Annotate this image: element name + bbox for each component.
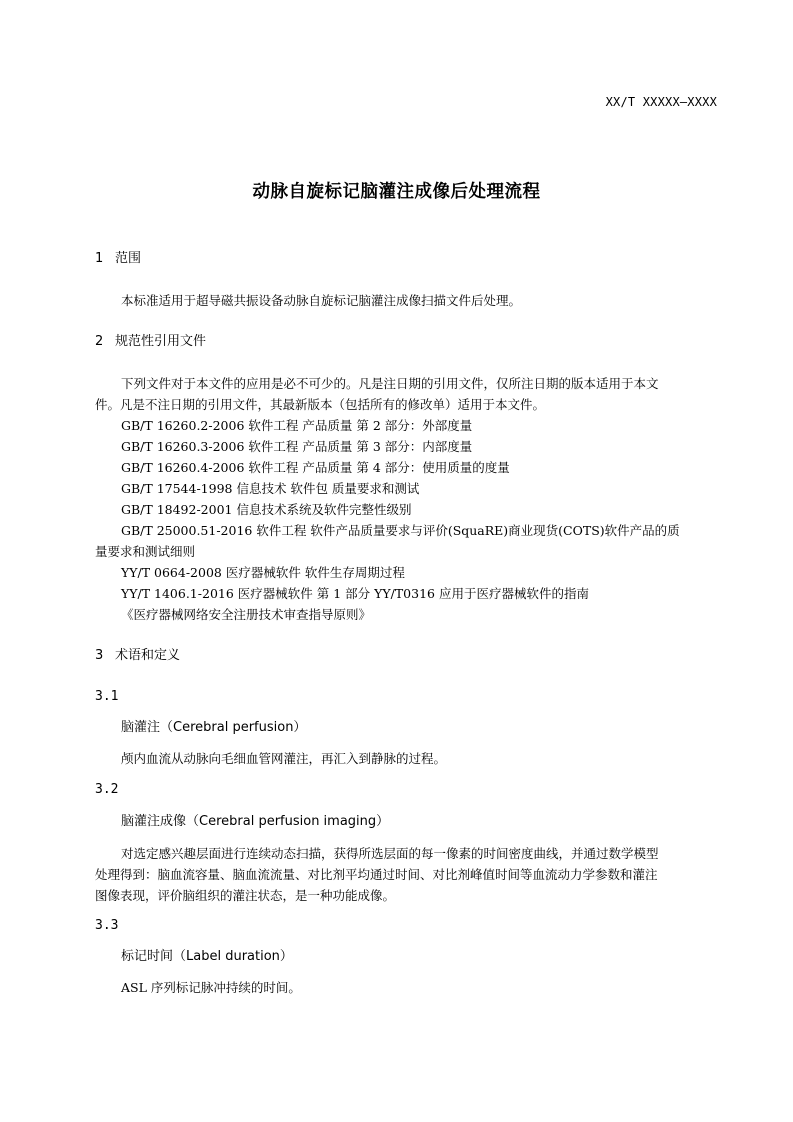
section-title: 规范性引用文件 — [115, 334, 207, 349]
term-number: 3.3 — [95, 918, 119, 933]
section-number: 1 — [95, 251, 104, 266]
section-number: 2 — [95, 334, 104, 349]
term-definition: 处理得到：脑血流容量、脑血流流量、对比剂平均通过时间、对比剂峰值时间等血流动力学参数和灌注 — [95, 867, 658, 882]
document-title: 动脉自旋标记脑灌注成像后处理流程 — [252, 182, 541, 202]
references-intro-line-2: 件。凡是不注日期的引用文件，其最新版本（包括所有的修改单）适用于本文件。 — [95, 397, 546, 412]
term-definition: 颅内血流从动脉向毛细血管网灌注，再汇入到静脉的过程。 — [121, 751, 447, 766]
term-number: 3.1 — [95, 689, 119, 704]
references-intro-line-1: 下列文件对于本文件的应用是必不可少的。凡是注日期的引用文件，仅所注日期的版本适用于本文 — [121, 376, 659, 391]
term-name: 标记时间（Label duration） — [121, 949, 293, 964]
reference-item: GB/T 16260.4-2006 软件工程 产品质量 第 4 部分：使用质量的度量 — [121, 460, 510, 475]
term-name: 脑灌注（Cerebral perfusion） — [121, 720, 307, 735]
section-title: 术语和定义 — [115, 648, 181, 663]
section-heading-references — [95, 333, 206, 351]
reference-item: GB/T 17544-1998 信息技术 软件包 质量要求和测试 — [121, 481, 420, 496]
reference-item-continuation: 量要求和测试细则 — [95, 544, 196, 559]
term-number: 3.2 — [95, 782, 119, 797]
term-definition: 对选定感兴趣层面进行连续动态扫描，获得所选层面的每一像素的时间密度曲线，并通过数学模型 — [121, 846, 659, 861]
section-heading-scope — [95, 250, 141, 268]
section-title: 范围 — [115, 251, 142, 266]
reference-item: YY/T 1406.1-2016 医疗器械软件 第 1 部分 YY/T0316 应用于医疗器械软件的指南 — [121, 586, 589, 601]
term-name: 脑灌注成像（Cerebral perfusion imaging） — [121, 814, 390, 829]
section-number: 3 — [95, 648, 104, 663]
reference-item: GB/T 18492-2001 信息技术系统及软件完整性级别 — [121, 502, 412, 517]
section-heading-terms — [95, 647, 180, 665]
term-definition: 图像表现，评价脑组织的灌注状态，是一种功能成像。 — [95, 888, 396, 903]
term-definition: ASL 序列标记脉冲持续的时间。 — [121, 980, 301, 995]
reference-item: GB/T 16260.3-2006 软件工程 产品质量 第 3 部分：内部度量 — [121, 439, 473, 454]
page-header-code: XX/T XXXXX—XXXX — [605, 95, 717, 109]
reference-item: YY/T 0664-2008 医疗器械软件 软件生存周期过程 — [121, 565, 405, 580]
reference-item: 《医疗器械网络安全注册技术审查指导原则》 — [121, 607, 372, 622]
reference-item: GB/T 16260.2-2006 软件工程 产品质量 第 2 部分：外部度量 — [121, 418, 473, 433]
scope-paragraph: 本标准适用于超导磁共振设备动脉自旋标记脑灌注成像扫描文件后处理。 — [121, 293, 522, 308]
reference-item: GB/T 25000.51-2016 软件工程 软件产品质量要求与评价(SquaRE)商业现货(COTS)软件产品的质 — [121, 523, 680, 538]
